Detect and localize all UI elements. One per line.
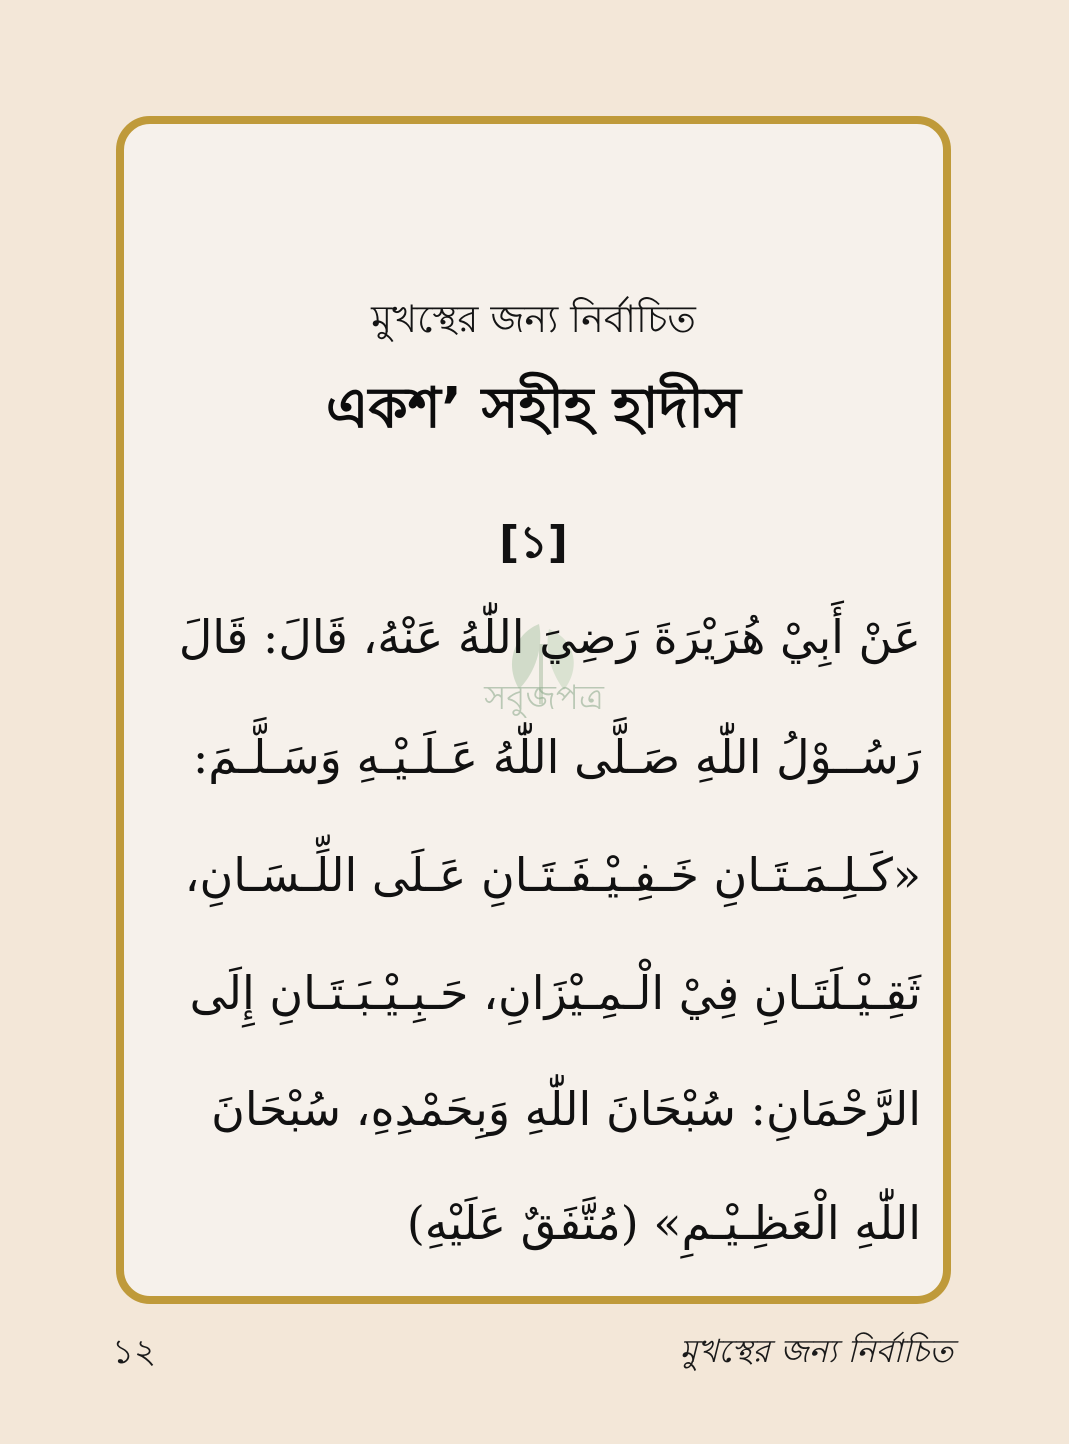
arabic-line-6: اللّٰهِ الْعَظِـيْـمِ» (مُتَّفَقٌ عَلَيْهِ): [406, 1196, 921, 1250]
hadith-card: [116, 116, 951, 1304]
hadith-number: [১]: [499, 517, 568, 568]
running-title: মুখস্থের জন্য নির্বাচিত: [679, 1332, 953, 1370]
watermark-text: সবুজপত্র: [484, 678, 604, 718]
arabic-line-2: رَسُــوْلُ اللّٰهِ صَـلَّى اللّٰهُ عَـلَـيْـهِ وَسَـلَّـمَ:: [192, 730, 921, 784]
book-subtitle: মুখস্থের জন্য নির্বাচিত: [371, 297, 696, 341]
arabic-line-1: عَنْ أَبِيْ هُرَيْرَةَ رَضِيَ اللّٰهُ عَنْهُ، قَالَ: قَالَ: [178, 610, 921, 664]
arabic-line-5: الرَّحْمَانِ: سُبْحَانَ اللّٰهِ وَبِحَمْدِهِ، سُبْحَانَ: [211, 1082, 921, 1136]
book-title: একশ’ সহীহ হাদীস: [325, 376, 742, 441]
page-number: ১২: [112, 1332, 157, 1372]
arabic-line-3: «كَـلِـمَـتَـانِ خَـفِـيْـفَـتَـانِ عَـلَى اللِّـسَـانِ،: [184, 848, 921, 902]
arabic-line-4: ثَقِـيْـلَتَـانِ فِيْ الْـمِـيْزَانِ، حَـبِـيْـبَـتَـانِ إِلَى: [189, 966, 921, 1020]
